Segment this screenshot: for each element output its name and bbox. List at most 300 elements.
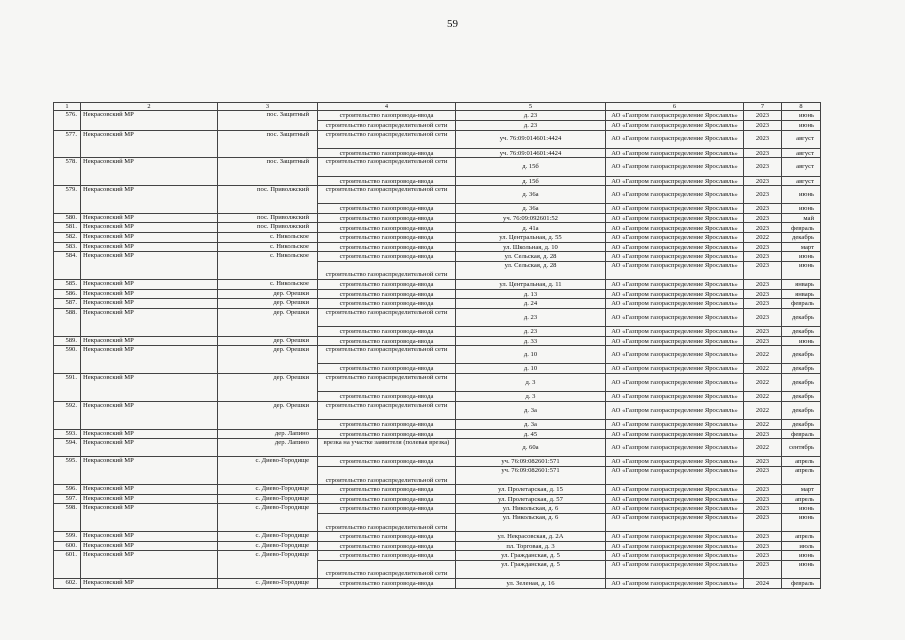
work-type-cell: строительство газопровода-ввода [318,327,456,337]
year-cell: 2022 [744,392,782,402]
row-number: 595. [54,457,81,485]
table-row [54,213,821,223]
year-cell: 2023 [744,120,782,130]
organization-cell: АО «Газпром газораспределение Ярославль» [606,242,744,252]
year-cell: 2023 [744,513,782,531]
settlement-cell: пос. Приволжский [218,186,318,214]
month-cell: июнь [782,551,821,561]
year-cell: 2023 [744,186,782,204]
organization-cell: АО «Газпром газораспределение Ярославль» [606,504,744,514]
table-body [54,111,821,588]
year-cell: 2023 [744,280,782,290]
district-cell: Некрасовский МР [81,289,218,299]
year-cell: 2022 [744,346,782,364]
work-type-cell: строительство газопровода-ввода [318,233,456,243]
month-cell: июнь [782,252,821,262]
work-type-cell: строительство газораспределительной сети [318,401,456,419]
row-number: 599. [54,532,81,542]
work-type-cell: строительство газопровода-ввода [318,551,456,561]
settlement-cell: пос. Защитный [218,158,318,186]
table-row [54,532,821,542]
organization-cell: АО «Газпром газораспределение Ярославль» [606,579,744,589]
address-cell: д. 15б [456,176,606,186]
district-cell: Некрасовский МР [81,252,218,280]
year-cell: 2023 [744,560,782,578]
organization-cell: АО «Газпром газораспределение Ярославль» [606,466,744,484]
year-cell: 2023 [744,158,782,176]
table-row [54,223,821,233]
address-cell: ул. Школьная, д. 10 [456,242,606,252]
row-number: 591. [54,373,81,401]
address-cell: д. 24 [456,299,606,309]
year-cell: 2023 [744,466,782,484]
table-row [54,280,821,290]
district-cell: Некрасовский МР [81,504,218,532]
address-cell: ул. Пролетарская, д. 57 [456,494,606,504]
organization-cell: АО «Газпром газораспределение Ярославль» [606,130,744,148]
district-cell: Некрасовский МР [81,111,218,130]
organization-cell: АО «Газпром газораспределение Ярославль» [606,120,744,130]
row-number: 594. [54,439,81,457]
organization-cell: АО «Газпром газораспределение Ярославль» [606,252,744,262]
district-cell: Некрасовский МР [81,532,218,542]
work-type-cell: строительство газопровода-ввода [318,504,456,514]
year-cell: 2024 [744,579,782,589]
year-cell: 2023 [744,429,782,439]
table-row [54,439,821,457]
organization-cell: АО «Газпром газораспределение Ярославль» [606,541,744,551]
organization-cell: АО «Газпром газораспределение Ярославль» [606,233,744,243]
work-type-cell: врезка на участке заявителя (полевая врезка) [318,439,456,457]
month-cell: июнь [782,504,821,514]
row-number: 597. [54,494,81,504]
month-cell: июнь [782,336,821,346]
address-cell: ул. Никольская, д. 6 [456,504,606,514]
table-row [54,186,821,204]
month-cell: декабрь [782,373,821,391]
organization-cell: АО «Газпром газораспределение Ярославль» [606,186,744,204]
organization-cell: АО «Газпром газораспределение Ярославль» [606,299,744,309]
year-cell: 2023 [744,289,782,299]
organization-cell: АО «Газпром газораспределение Ярославль» [606,532,744,542]
address-cell: уч. 76:09:082601:571 [456,466,606,484]
year-cell: 2023 [744,261,782,279]
address-cell: уч. 76:09:014601:4424 [456,130,606,148]
year-cell: 2023 [744,213,782,223]
settlement-cell: с. Никольское [218,252,318,280]
month-cell: февраль [782,429,821,439]
month-cell: август [782,176,821,186]
table-row [54,494,821,504]
address-cell: ул. Зеленая, д. 16 [456,579,606,589]
row-number: 587. [54,299,81,309]
month-cell: январь [782,280,821,290]
month-cell: август [782,158,821,176]
organization-cell: АО «Газпром газораспределение Ярославль» [606,280,744,290]
organization-cell: АО «Газпром газораспределение Ярославль» [606,373,744,391]
district-cell: Некрасовский МР [81,186,218,214]
month-cell: март [782,485,821,495]
month-cell: июнь [782,204,821,214]
year-cell: 2022 [744,439,782,457]
organization-cell: АО «Газпром газораспределение Ярославль» [606,346,744,364]
row-number: 600. [54,541,81,551]
settlement-cell: с. Диево-Городище [218,504,318,532]
organization-cell: АО «Газпром газораспределение Ярославль» [606,308,744,326]
address-cell: ул. Некрасовская, д. 2А [456,532,606,542]
address-cell: ул. Сельская, д. 28 [456,261,606,279]
header-cell: 1 [54,103,81,111]
month-cell: июнь [782,513,821,531]
address-cell: д. 41а [456,223,606,233]
district-cell: Некрасовский МР [81,401,218,429]
year-cell: 2023 [744,494,782,504]
month-cell: февраль [782,299,821,309]
district-cell: Некрасовский МР [81,308,218,336]
year-cell: 2023 [744,176,782,186]
month-cell: май [782,213,821,223]
district-cell: Некрасовский МР [81,223,218,233]
district-cell: Некрасовский МР [81,579,218,589]
organization-cell: АО «Газпром газораспределение Ярославль» [606,364,744,374]
address-cell: д. 3а [456,401,606,419]
organization-cell: АО «Газпром газораспределение Ярославль» [606,111,744,121]
gasification-table [53,102,821,589]
page-number: 59 [447,18,458,30]
address-cell: уч. 76:09:014601:4424 [456,148,606,158]
month-cell: август [782,130,821,148]
address-cell: д. 33 [456,336,606,346]
row-number: 598. [54,504,81,532]
address-cell: д. 23 [456,111,606,121]
table-row [54,336,821,346]
work-type-cell: строительство газопровода-ввода [318,485,456,495]
year-cell: 2023 [744,242,782,252]
district-cell: Некрасовский МР [81,485,218,495]
address-cell: пл. Торговая, д. 3 [456,541,606,551]
district-cell: Некрасовский МР [81,280,218,290]
row-number: 592. [54,401,81,429]
row-number: 593. [54,429,81,439]
work-type-cell: строительство газопровода-ввода [318,111,456,121]
settlement-cell: с. Никольское [218,280,318,290]
settlement-cell: дер. Лапино [218,429,318,439]
month-cell: июнь [782,111,821,121]
work-type-cell: строительство газораспределительной сети [318,308,456,326]
table-row [54,242,821,252]
organization-cell: АО «Газпром газораспределение Ярославль» [606,176,744,186]
settlement-cell: дер. Орешки [218,299,318,309]
header-cell: 2 [81,103,218,111]
work-type-cell: строительство газораспределительной сети [318,373,456,391]
work-type-cell: строительство газораспределительной сети [318,261,456,279]
table-row [54,346,821,364]
address-cell: д. 15б [456,158,606,176]
organization-cell: АО «Газпром газораспределение Ярославль» [606,485,744,495]
table-row [54,541,821,551]
table-row [54,551,821,561]
table-row [54,401,821,419]
settlement-cell: дер. Орешки [218,346,318,374]
address-cell: уч. 76:09:082601:571 [456,457,606,467]
settlement-cell: с. Диево-Городище [218,494,318,504]
year-cell: 2023 [744,541,782,551]
year-cell: 2022 [744,419,782,429]
month-cell: декабрь [782,233,821,243]
month-cell: сентябрь [782,439,821,457]
settlement-cell: пос. Приволжский [218,213,318,223]
work-type-cell: строительство газопровода-ввода [318,148,456,158]
table-row [54,429,821,439]
table-row [54,233,821,243]
district-cell: Некрасовский МР [81,130,218,158]
month-cell: июнь [782,560,821,578]
organization-cell: АО «Газпром газораспределение Ярославль» [606,513,744,531]
address-cell: ул. Гражданская, д. 5 [456,560,606,578]
settlement-cell: дер. Орешки [218,401,318,429]
organization-cell: АО «Газпром газораспределение Ярославль» [606,289,744,299]
table-row [54,299,821,309]
organization-cell: АО «Газпром газораспределение Ярославль» [606,336,744,346]
month-cell: апрель [782,494,821,504]
settlement-cell: пос. Защитный [218,130,318,158]
row-number: 588. [54,308,81,336]
month-cell: декабрь [782,308,821,326]
settlement-cell: с. Никольское [218,233,318,243]
settlement-cell: дер. Орешки [218,336,318,346]
work-type-cell: строительство газопровода-ввода [318,494,456,504]
settlement-cell: пос. Защитный [218,111,318,130]
settlement-cell: с. Диево-Городище [218,579,318,589]
settlement-cell: с. Диево-Городище [218,485,318,495]
year-cell: 2023 [744,223,782,233]
month-cell: июль [782,541,821,551]
work-type-cell: строительство газопровода-ввода [318,213,456,223]
row-number: 577. [54,130,81,158]
district-cell: Некрасовский МР [81,346,218,374]
address-cell: д. 13 [456,289,606,299]
address-cell: ул. Центральная, д. 11 [456,280,606,290]
work-type-cell: строительство газораспределительной сети [318,346,456,364]
year-cell: 2023 [744,204,782,214]
settlement-cell: дер. Орешки [218,373,318,401]
row-number: 596. [54,485,81,495]
year-cell: 2022 [744,401,782,419]
district-cell: Некрасовский МР [81,373,218,401]
district-cell: Некрасовский МР [81,429,218,439]
table-row [54,504,821,514]
year-cell: 2023 [744,130,782,148]
address-cell: д. 3 [456,392,606,402]
month-cell: март [782,242,821,252]
row-number: 601. [54,551,81,579]
year-cell: 2023 [744,336,782,346]
row-number: 602. [54,579,81,589]
header-cell: 7 [744,103,782,111]
work-type-cell: строительство газораспределительной сети [318,120,456,130]
row-number: 584. [54,252,81,280]
row-number: 585. [54,280,81,290]
settlement-cell: с. Диево-Городище [218,551,318,579]
year-cell: 2023 [744,299,782,309]
year-cell: 2023 [744,551,782,561]
year-cell: 2023 [744,308,782,326]
work-type-cell: строительство газопровода-ввода [318,280,456,290]
work-type-cell: строительство газопровода-ввода [318,457,456,467]
table-row [54,130,821,148]
district-cell: Некрасовский МР [81,336,218,346]
table-row [54,485,821,495]
month-cell: август [782,148,821,158]
work-type-cell: строительство газопровода-ввода [318,541,456,551]
settlement-cell: пос. Приволжский [218,223,318,233]
header-cell: 3 [218,103,318,111]
month-cell: апрель [782,466,821,484]
row-number: 590. [54,346,81,374]
organization-cell: АО «Газпром газораспределение Ярославль» [606,439,744,457]
organization-cell: АО «Газпром газораспределение Ярославль» [606,204,744,214]
work-type-cell: строительство газопровода-ввода [318,429,456,439]
year-cell: 2022 [744,373,782,391]
row-number: 589. [54,336,81,346]
address-cell: д. 3 [456,373,606,391]
row-number: 586. [54,289,81,299]
district-cell: Некрасовский МР [81,299,218,309]
settlement-cell: с. Никольское [218,242,318,252]
address-cell: д. 45 [456,429,606,439]
work-type-cell: строительство газопровода-ввода [318,364,456,374]
table-row [54,252,821,262]
year-cell: 2023 [744,532,782,542]
district-cell: Некрасовский МР [81,233,218,243]
address-cell: д. 60а [456,439,606,457]
address-cell: д. 23 [456,327,606,337]
work-type-cell: строительство газопровода-ввода [318,204,456,214]
year-cell: 2022 [744,233,782,243]
month-cell: декабрь [782,327,821,337]
row-number: 582. [54,233,81,243]
organization-cell: АО «Газпром газораспределение Ярославль» [606,223,744,233]
address-cell: ул. Гражданская, д. 5 [456,551,606,561]
organization-cell: АО «Газпром газораспределение Ярославль» [606,148,744,158]
work-type-cell: строительство газопровода-ввода [318,336,456,346]
settlement-cell: с. Диево-Городище [218,541,318,551]
work-type-cell: строительство газопровода-ввода [318,579,456,589]
address-cell: ул. Сельская, д. 28 [456,252,606,262]
organization-cell: АО «Газпром газораспределение Ярославль» [606,213,744,223]
address-cell: ул. Никольская, д. 6 [456,513,606,531]
header-cell: 4 [318,103,456,111]
organization-cell: АО «Газпром газораспределение Ярославль» [606,392,744,402]
row-number: 583. [54,242,81,252]
table-row [54,457,821,467]
month-cell: декабрь [782,392,821,402]
work-type-cell: строительство газопровода-ввода [318,289,456,299]
year-cell: 2023 [744,148,782,158]
organization-cell: АО «Газпром газораспределение Ярославль» [606,261,744,279]
organization-cell: АО «Газпром газораспределение Ярославль» [606,327,744,337]
month-cell: февраль [782,579,821,589]
district-cell: Некрасовский МР [81,494,218,504]
row-number: 579. [54,186,81,214]
work-type-cell: строительство газопровода-ввода [318,392,456,402]
district-cell: Некрасовский МР [81,158,218,186]
month-cell: апрель [782,457,821,467]
header-cell: 8 [782,103,821,111]
year-cell: 2023 [744,457,782,467]
work-type-cell: строительство газопровода-ввода [318,242,456,252]
header-cell: 5 [456,103,606,111]
work-type-cell: строительство газораспределительной сети [318,130,456,148]
district-cell: Некрасовский МР [81,551,218,579]
year-cell: 2022 [744,364,782,374]
header-row [54,103,821,111]
organization-cell: АО «Газпром газораспределение Ярославль» [606,494,744,504]
year-cell: 2023 [744,485,782,495]
settlement-cell: дер. Орешки [218,308,318,336]
row-number: 576. [54,111,81,130]
address-cell: уч. 76:09:092601:52 [456,213,606,223]
month-cell: июнь [782,261,821,279]
month-cell: июнь [782,120,821,130]
address-cell: д. 3а [456,419,606,429]
table-row [54,289,821,299]
table-row [54,579,821,589]
work-type-cell: строительство газопровода-ввода [318,299,456,309]
organization-cell: АО «Газпром газораспределение Ярославль» [606,560,744,578]
organization-cell: АО «Газпром газораспределение Ярославль» [606,551,744,561]
settlement-cell: с. Диево-Городище [218,532,318,542]
work-type-cell: строительство газораспределительной сети [318,186,456,204]
work-type-cell: строительство газопровода-ввода [318,252,456,262]
month-cell: декабрь [782,401,821,419]
district-cell: Некрасовский МР [81,541,218,551]
row-number: 581. [54,223,81,233]
year-cell: 2023 [744,111,782,121]
month-cell: июнь [782,186,821,204]
month-cell: декабрь [782,346,821,364]
district-cell: Некрасовский МР [81,457,218,485]
year-cell: 2023 [744,504,782,514]
address-cell: д. 36а [456,186,606,204]
district-cell: Некрасовский МР [81,242,218,252]
month-cell: декабрь [782,419,821,429]
organization-cell: АО «Газпром газораспределение Ярославль» [606,429,744,439]
table-row [54,308,821,326]
year-cell: 2023 [744,252,782,262]
month-cell: январь [782,289,821,299]
work-type-cell: строительство газопровода-ввода [318,419,456,429]
address-cell: д. 10 [456,364,606,374]
work-type-cell: строительство газораспределительной сети [318,466,456,484]
address-cell: д. 23 [456,308,606,326]
organization-cell: АО «Газпром газораспределение Ярославль» [606,419,744,429]
month-cell: декабрь [782,364,821,374]
work-type-cell: строительство газораспределительной сети [318,560,456,578]
month-cell: февраль [782,223,821,233]
row-number: 580. [54,213,81,223]
month-cell: апрель [782,532,821,542]
address-cell: ул. Центральная, д. 55 [456,233,606,243]
settlement-cell: дер. Орешки [218,289,318,299]
district-cell: Некрасовский МР [81,213,218,223]
table-row [54,373,821,391]
table-row [54,158,821,176]
work-type-cell: строительство газопровода-ввода [318,176,456,186]
organization-cell: АО «Газпром газораспределение Ярославль» [606,401,744,419]
work-type-cell: строительство газопровода-ввода [318,223,456,233]
settlement-cell: дер. Лапино [218,439,318,457]
